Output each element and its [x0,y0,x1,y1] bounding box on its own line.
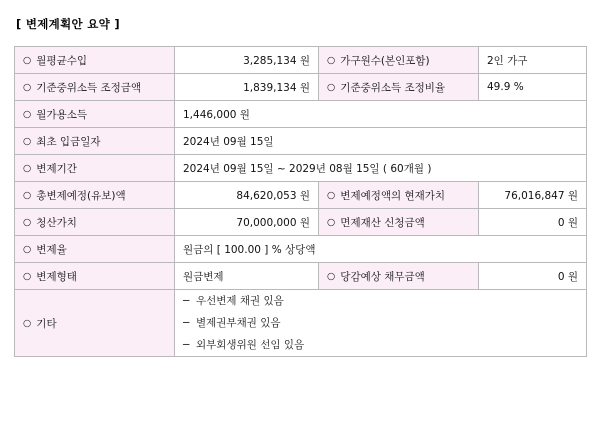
label-text: 가구원수(본인포함) [340,54,430,67]
bullet-icon: ○ [23,81,32,93]
label-text: 월평균수입 [36,54,88,67]
table-row [15,74,587,101]
table-row [15,209,587,236]
table-row [15,155,587,182]
bullet-icon: ○ [327,81,336,93]
row-value-total-planned-repayment: 84,620,053 원 [175,182,319,209]
dash-icon: ─ [183,339,190,351]
row-label-repayment-type [15,263,175,290]
label-text: 총변제예정(유보)액 [36,189,126,202]
etc-line-text: 외부회생위원 선임 있음 [196,339,305,351]
row-label-exempt-property-claim [319,209,479,236]
row-label-first-payment-date [15,128,175,155]
bullet-icon: ○ [23,216,32,228]
bullet-icon: ○ [23,54,32,66]
bullet-icon: ○ [327,189,336,201]
label-text: 변제율 [36,243,67,256]
label-text: 최초 입금일자 [36,135,101,148]
table-row [15,236,587,263]
label-text: 기타 [36,317,57,330]
row-value-liquidation-value: 70,000,000 원 [175,209,319,236]
label-text: 변제형태 [36,270,77,283]
row-value-monthly-disposable-income: 1,446,000 원 [175,101,587,128]
bullet-icon: ○ [23,317,32,329]
row-value-median-income-adjusted-ratio: 49.9 % [479,74,587,101]
table-row [15,47,587,74]
bullet-icon: ○ [23,162,32,174]
bullet-icon: ○ [23,189,32,201]
bullet-icon: ○ [23,108,32,120]
row-value-monthly-average-income: 3,285,134 원 [175,47,319,74]
table-row [15,128,587,155]
row-label-expected-discharge-amount [319,263,479,290]
row-label-median-income-adjusted-ratio [319,74,479,101]
row-label-total-planned-repayment [15,182,175,209]
etc-line [183,334,578,356]
label-text: 월가용소득 [36,108,88,121]
row-value-present-value-of-repayment: 76,016,847 원 [479,182,587,209]
row-value-repayment-rate: 원금의 [ 100.00 ] % 상당액 [175,236,587,263]
row-value-exempt-property-claim: 0 원 [479,209,587,236]
bullet-icon: ○ [327,270,336,282]
bullet-icon: ○ [327,54,336,66]
dash-icon: ─ [183,317,190,329]
row-label-monthly-average-income [15,47,175,74]
row-value-repayment-type: 원금변제 [175,263,319,290]
etc-line [183,312,578,334]
label-text: 청산가치 [36,216,77,229]
row-label-present-value-of-repayment [319,182,479,209]
row-label-repayment-rate [15,236,175,263]
row-label-repayment-period [15,155,175,182]
label-text: 변제예정액의 현재가치 [340,189,446,202]
etc-line-text: 우선변제 채권 있음 [196,295,284,307]
row-value-first-payment-date: 2024년 09월 15일 [175,128,587,155]
row-label-liquidation-value [15,209,175,236]
table-row [15,182,587,209]
row-value-median-income-adjusted-amount: 1,839,134 원 [175,74,319,101]
table-row-etc [15,290,587,357]
row-label-median-income-adjusted-amount [15,74,175,101]
bullet-icon: ○ [23,135,32,147]
bullet-icon: ○ [327,216,336,228]
etc-line-text: 별제권부채권 있음 [196,317,281,329]
row-label-monthly-disposable-income [15,101,175,128]
row-label-etc [15,290,175,357]
row-value-household-size: 2인 가구 [479,47,587,74]
label-text: 변제기간 [36,162,77,175]
row-label-household-size [319,47,479,74]
label-text: 면제재산 신청금액 [340,216,425,229]
repayment-plan-summary-table [14,46,587,357]
page-title: [ 변제계획안 요약 ] [16,17,120,31]
bullet-icon: ○ [23,270,32,282]
label-text: 당감예상 채무금액 [340,270,425,283]
dash-icon: ─ [183,295,190,307]
etc-line [183,290,578,312]
label-text: 기준중위소득 조정비율 [340,81,446,94]
table-row [15,101,587,128]
table-row [15,263,587,290]
label-text: 기준중위소득 조정금액 [36,81,142,94]
bullet-icon: ○ [23,243,32,255]
row-value-repayment-period: 2024년 09월 15일 ~ 2029년 08월 15일 ( 60개월 ) [175,155,587,182]
row-value-etc [175,290,587,357]
row-value-expected-discharge-amount: 0 원 [479,263,587,290]
